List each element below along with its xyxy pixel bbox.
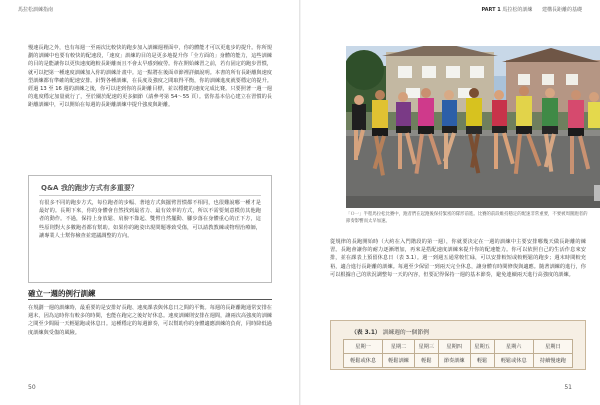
activity-cell: 節奏訓練 (438, 354, 470, 368)
activity-cell: 輕鬆或休息 (344, 354, 383, 368)
photo-caption: 「Ｏ一」半程馬拉松比賽中，跑者們在起跑後保持緊密的隊形前進。比賽的前段維持穩定的配速非常重要，不要被周圍跑者的節奏影響而太早加速。 (346, 212, 588, 224)
day-cell: 星期六 (494, 340, 533, 354)
qa-title: Q&A 我的跑步方式有多重要？ (41, 184, 138, 192)
table-caption: 訓練週的一個節例 (382, 330, 429, 336)
page-gutter (299, 0, 301, 405)
schedule-grid (343, 339, 573, 368)
section-paragraph: 在規劃一週的訓練時，最重要的是安排好長跑、速度課表與休息日之間的平衡。每週的長距離跑通常安排在週末，因為這時你有較多的時間，也能在跑完之後好好休息。速度訓練則安排在週間，讓兩次高強度的訓練之間至少間隔一天輕鬆跑或休息日。這種穩定的每週節奏，可以幫助你的身體適應訓練的負荷，同時降低過度訓練與受傷的風險。 (28, 305, 272, 336)
section-name: 建構長距離的基礎 (541, 7, 582, 13)
activity-cell: 輕鬆 (414, 354, 438, 368)
side-thumb-tab (594, 185, 600, 201)
day-cell: 星期四 (438, 340, 470, 354)
day-cell: 星期二 (383, 340, 415, 354)
page-number-left: 50 (28, 384, 36, 391)
weekly-schedule-table (330, 320, 586, 370)
running-header-right (481, 6, 582, 13)
day-cell: 星期三 (414, 340, 438, 354)
activity-cell: 輕鬆訓練 (383, 354, 415, 368)
marathon-photo (346, 46, 600, 208)
qa-box (28, 175, 272, 283)
days-row (344, 340, 573, 354)
activities-row (344, 354, 573, 368)
activity-cell: 輕鬆 (470, 354, 494, 368)
page-number-right: 51 (564, 384, 572, 391)
intro-paragraph: 慢速長跑之外，也有每週一至兩次比較快的跑步加入訓練週裡面中，你的體能才可以更進步的提升。你所規劃的訓練中也要有較快的配速段，「速度」訓練的目的是更多地提升你「全方面的」身體的能力，這些訓練的目的是能讓你以更快速度跑較長距離而且不會太早感到疲勞。你在開始練習之前，若有固定的跑步習慣，就可以把第一種速度訓練加入你的訓練計畫中。這一點將在後面章節裡詳細說明。本書的所有長距離與速度型訓練都有準確的配速安排。針對各種訓練，在長度及強度之間取得平衡，你的訓練進度就要穩定的提升。經過 13 至 16 週的訓練之後，你可以達到你的長距離目標，並以穩健的速度完成比賽。只要照著一週一週的進度穩定加量就行了，至於關於配速的更多細節（請參考第 54～55 頁）。當你基本信心建立在習慣的長距離訓練中，可以開始在每週的長距離訓練中提升強度與距離。 (28, 45, 272, 109)
day-cell: 星期日 (533, 340, 572, 354)
activity-cell: 持續慢速跑 (533, 354, 572, 368)
running-header-left: 馬拉松訓練指南 (18, 7, 54, 13)
table-label: （表 3.1） (351, 330, 381, 336)
qa-divider (39, 195, 261, 196)
table-title (351, 327, 429, 336)
day-cell: 星期一 (344, 340, 383, 354)
section-rule (28, 299, 272, 300)
section-heading: 確立一週的例行訓練 (28, 289, 96, 298)
right-paragraph: 從規律的長跑開始時（大約在入門階段的第一週），你就要決定在一週的訓練中主要安排哪幾天做長距離的練習。長跑會讓你的耐力逐漸增加，再來是搭配速度訓練來提升你的配速能力。你可以依照自己的生活作息來安排，並在課表上預留休息日（表 3.1）。週一到週五通常較忙碌，可以安排較短或較輕鬆的跑步；週末時間較充裕，適合進行長距離的訓練。每週至少保留一到兩天完全休息，讓身體有時間修復與適應。隨著訓練的進行，你可以根據自己的狀況調整每一天的內容，但要記得保持一週的基本節奏，避免連續兩天進行高強度的訓練。 (330, 239, 586, 278)
activity-cell: 輕鬆或休息 (494, 354, 533, 368)
qa-body: 有很多不同的跑步方式，每位跑者的步幅、著地方式與擺臂習慣都不相同，也很難說哪一種才是最好的。長期下來，你的身體會自然找到最省力、最有效率的方式，所以不需要刻意模仿其他跑者的動作。不過，保持上身放鬆、肩膀不聳起、雙臂自然擺動、腳步落在身體重心的正下方，這些原則對大多數跑者都有幫助。如果你的跑姿出現問題導致受傷，可以請教教練或物理治療師，讓專業人士幫你檢查並建議調整的方向。 (39, 200, 261, 239)
part-number: PART 1 (481, 7, 501, 13)
day-cell: 星期五 (470, 340, 494, 354)
part-title: 馬拉松的訓練 (502, 7, 533, 13)
